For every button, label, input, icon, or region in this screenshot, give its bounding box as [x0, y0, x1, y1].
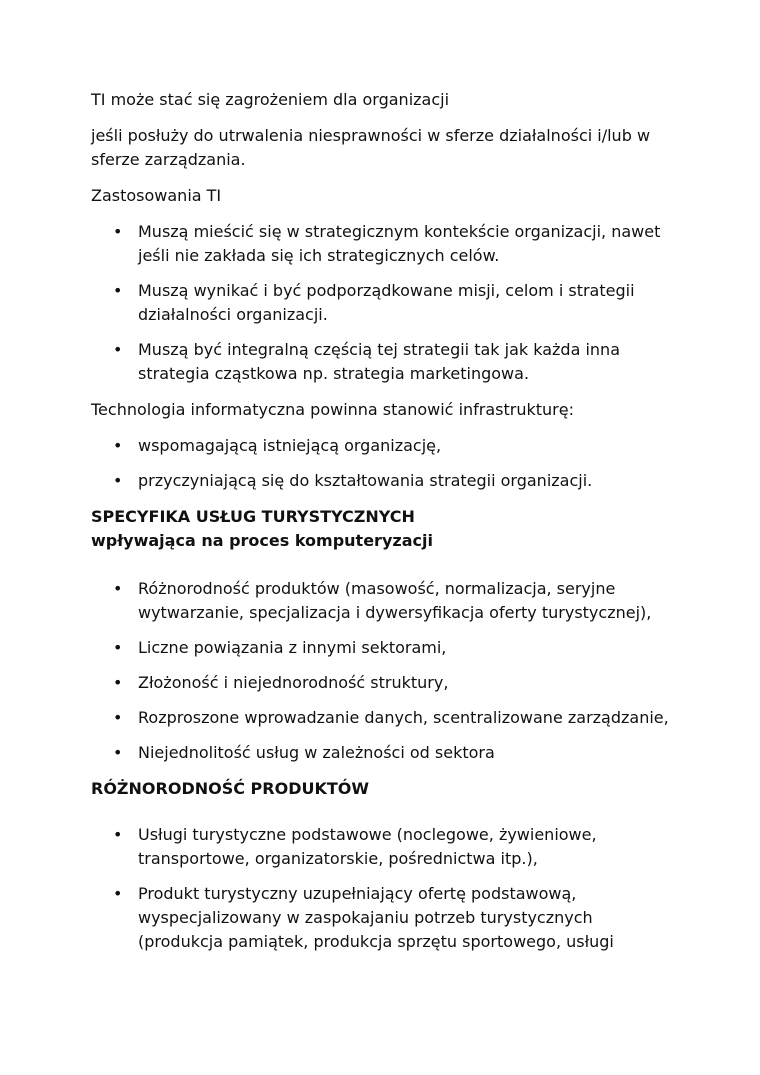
list-item	[91, 823, 671, 871]
list-item-text: Rozproszone wprowadzanie danych, scentralizowane zarządzanie,	[138, 708, 669, 727]
list-item-text: Usługi turystyczne podstawowe (noclegowe, żywieniowe, transportowe, organizatorskie, pośrednictwa itp.),	[138, 825, 597, 868]
list-item	[91, 636, 671, 660]
list-item	[91, 338, 671, 386]
paragraph-intro: TI może stać się zagrożeniem dla organizacji	[91, 90, 450, 109]
list-item-text: Różnorodność produktów (masowość, normalizacja, seryjne wytwarzanie, specjalizacja i dywersyfikacja oferty turystycznej),	[138, 579, 652, 622]
list-item-text: Muszą mieścić się w strategicznym kontekście organizacji, nawet jeśli nie zakłada się ich strategicznych celów.	[138, 222, 661, 265]
document-page	[91, 88, 671, 966]
bullet-icon: •	[113, 281, 123, 300]
section-heading-specyfika	[91, 505, 671, 553]
list-item	[91, 469, 671, 493]
list-item-text: Muszą wynikać i być podporządkowane misji, celom i strategii działalności organizacji.	[138, 281, 635, 324]
list-item	[91, 706, 671, 730]
bullet-icon: •	[113, 673, 123, 692]
bullet-icon: •	[113, 708, 123, 727]
paragraph-condition: jeśli posłuży do utrwalenia niesprawności w sferze działalności i/lub w sferze zarządzania.	[91, 126, 651, 169]
list-item-text: Produkt turystyczny uzupełniający ofertę podstawową, wyspecjalizowany w zaspokajaniu potrzeb turystycznych (produkcja pamiątek, produkcja sprzętu sportowego, usługi	[138, 884, 614, 951]
products-list	[91, 823, 671, 954]
list-item	[91, 434, 671, 458]
bullet-icon: •	[113, 743, 123, 762]
bullet-icon: •	[113, 340, 123, 359]
specyfika-list	[91, 577, 671, 765]
bullet-icon: •	[113, 222, 123, 241]
bullet-icon: •	[113, 884, 123, 903]
bullet-icon: •	[113, 471, 123, 490]
list-item-text: Złożoność i niejednorodność struktury,	[138, 673, 449, 692]
list-item	[91, 741, 671, 765]
list-item	[91, 220, 671, 268]
list-item	[91, 577, 671, 625]
list-item-text: wspomagającą istniejącą organizację,	[138, 436, 442, 455]
heading-line: SPECYFIKA USŁUG TURYSTYCZNYCH	[91, 507, 415, 526]
bullet-icon: •	[113, 638, 123, 657]
bullet-icon: •	[113, 825, 123, 844]
paragraph-infrastructure: Technologia informatyczna powinna stanowić infrastrukturę:	[91, 400, 574, 419]
applications-list	[91, 220, 671, 386]
list-item-text: Muszą być integralną częścią tej strategii tak jak każda inna strategia cząstkowa np. strategia marketingowa.	[138, 340, 620, 383]
list-item-text: przyczyniającą się do kształtowania strategii organizacji.	[138, 471, 593, 490]
bullet-icon: •	[113, 436, 123, 455]
bullet-icon: •	[113, 579, 123, 598]
infrastructure-list	[91, 434, 671, 493]
list-item-text: Niejednolitość usług w zależności od sektora	[138, 743, 495, 762]
paragraph-applications: Zastosowania TI	[91, 186, 222, 205]
list-item	[91, 279, 671, 327]
list-item	[91, 882, 671, 954]
list-item-text: Liczne powiązania z innymi sektorami,	[138, 638, 447, 657]
section-heading-roznorodnosc: RÓŻNORODNOŚĆ PRODUKTÓW	[91, 779, 370, 798]
heading-line: wpływająca na proces komputeryzacji	[91, 531, 433, 550]
list-item	[91, 671, 671, 695]
